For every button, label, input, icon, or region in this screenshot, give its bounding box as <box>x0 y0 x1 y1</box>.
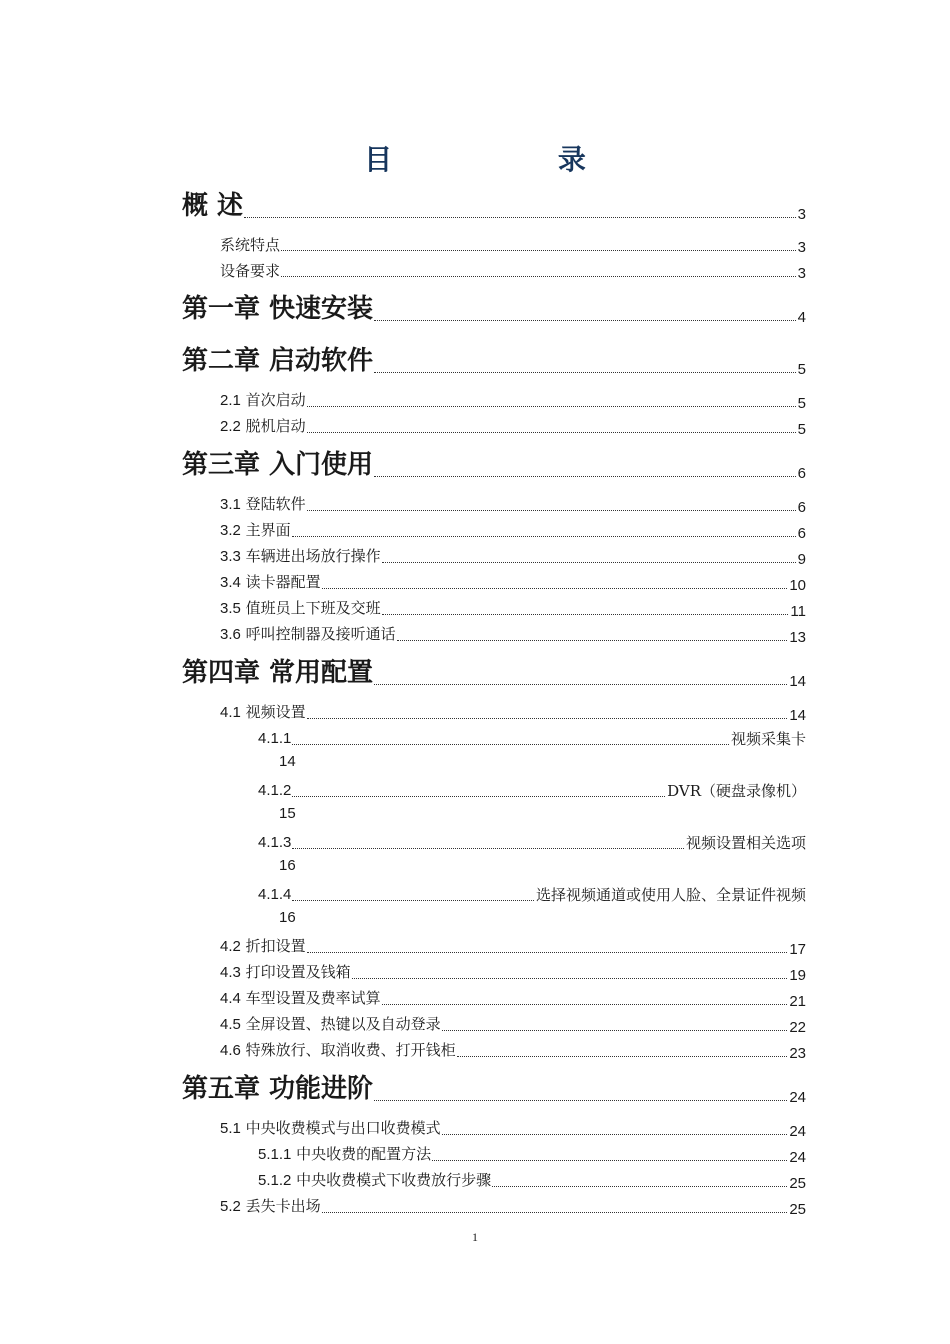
toc-entry[interactable] <box>220 414 806 438</box>
toc-page: 6 <box>797 465 806 482</box>
toc-page: 25 <box>789 1201 806 1218</box>
toc-number: 4.1.1 <box>258 730 292 747</box>
toc-label: 中央收费模式下收费放行步骤 <box>296 1171 492 1189</box>
toc-number: 4.1.2 <box>258 782 292 799</box>
toc-number: 3.2 <box>220 522 241 539</box>
toc-page: 14 <box>789 673 806 690</box>
toc-page: 6 <box>797 525 806 542</box>
toc-leader <box>281 250 796 251</box>
toc-page: 17 <box>789 941 806 958</box>
toc-page: 9 <box>797 551 806 568</box>
toc-entry[interactable] <box>220 1038 806 1062</box>
toc-label: 主界面 <box>245 521 291 539</box>
toc-page: 6 <box>797 499 806 516</box>
toc-entry-chapter-4[interactable] <box>182 656 806 690</box>
toc-number: 4.1.4 <box>258 886 292 903</box>
toc-leader <box>307 510 796 511</box>
toc-label: 第一章 快速安装 <box>182 294 374 324</box>
toc-number: 4.1.3 <box>258 834 292 851</box>
toc-page: 24 <box>789 1089 806 1106</box>
toc-entry[interactable] <box>258 1142 806 1166</box>
toc-entry-overview[interactable] <box>182 189 806 223</box>
toc-label: 第三章 入门使用 <box>182 450 374 480</box>
toc-entry[interactable] <box>220 622 806 646</box>
toc-number: 2.1 <box>220 392 241 409</box>
toc-label: 中央收费模式与出口收费模式 <box>245 1119 441 1137</box>
toc-entry[interactable] <box>220 518 806 542</box>
toc-number: 3.3 <box>220 548 241 565</box>
toc-entry[interactable] <box>220 596 806 620</box>
toc-number: 4.6 <box>220 1042 241 1059</box>
toc-leader <box>442 1030 788 1031</box>
toc-entry[interactable] <box>220 544 806 568</box>
toc-label: 车型设置及费率试算 <box>245 989 381 1007</box>
toc-leader <box>281 276 796 277</box>
toc-entry-chapter-1[interactable] <box>182 292 806 326</box>
toc-leader <box>307 718 788 719</box>
toc-label: 选择视频通道或使用人脸、全景证件视频 <box>535 886 806 904</box>
toc-entry[interactable] <box>220 1194 806 1218</box>
toc-leader <box>374 476 796 477</box>
toc-page: 3 <box>797 239 806 256</box>
toc-page: 24 <box>789 1149 806 1166</box>
toc-label: 呼叫控制器及接听通话 <box>245 625 396 643</box>
toc-entry[interactable] <box>220 700 806 724</box>
toc-entry-wrapped[interactable] <box>258 778 806 802</box>
toc-number: 4.1 <box>220 704 241 721</box>
toc-entry[interactable] <box>220 1012 806 1036</box>
toc-entry[interactable] <box>220 492 806 516</box>
toc-page: 25 <box>789 1175 806 1192</box>
toc-leader <box>292 796 665 797</box>
toc-page: 15 <box>279 805 296 822</box>
toc-entry[interactable] <box>220 986 806 1010</box>
toc-entry-wrapped[interactable] <box>258 726 806 750</box>
toc-page: 10 <box>789 577 806 594</box>
toc-leader <box>244 217 796 218</box>
toc-entry-chapter-3[interactable] <box>182 448 806 482</box>
toc-number: 2.2 <box>220 418 241 435</box>
toc-number: 4.4 <box>220 990 241 1007</box>
toc-label: 设备要求 <box>220 262 281 280</box>
toc-entry[interactable] <box>220 960 806 984</box>
toc-label: 视频设置 <box>245 703 306 721</box>
toc-leader <box>397 640 788 641</box>
toc-leader <box>382 562 796 563</box>
toc-page: 13 <box>789 629 806 646</box>
toc-entry-chapter-5[interactable] <box>182 1072 806 1106</box>
toc-leader <box>322 588 788 589</box>
toc-label: 第四章 常用配置 <box>182 658 374 688</box>
toc-title: 目 录 <box>364 143 664 176</box>
toc-leader <box>382 1004 788 1005</box>
toc-leader <box>492 1186 787 1187</box>
toc-entry-wrapped[interactable] <box>258 830 806 854</box>
toc-number: 5.1.1 <box>258 1146 292 1163</box>
toc-entry-chapter-2[interactable] <box>182 344 806 378</box>
toc-page: 4 <box>797 309 806 326</box>
toc-leader <box>382 614 789 615</box>
toc-number: 4.3 <box>220 964 241 981</box>
toc-entry-wrapped[interactable] <box>258 882 806 906</box>
toc-leader <box>374 320 796 321</box>
toc-label: 特殊放行、取消收费、打开钱柜 <box>245 1041 456 1059</box>
toc-leader <box>374 1100 787 1101</box>
toc-leader <box>442 1134 788 1135</box>
toc-page: 16 <box>279 857 296 874</box>
toc-leader <box>352 978 788 979</box>
toc-label: 视频设置相关选项 <box>685 834 806 852</box>
toc-page: 5 <box>797 421 806 438</box>
toc-number: 3.6 <box>220 626 241 643</box>
toc-label: 第五章 功能进阶 <box>182 1074 374 1104</box>
toc-page: 14 <box>279 753 296 770</box>
toc-number: 4.2 <box>220 938 241 955</box>
toc-page: 3 <box>797 265 806 282</box>
toc-page: 19 <box>789 967 806 984</box>
toc-leader <box>307 406 796 407</box>
toc-number: 4.5 <box>220 1016 241 1033</box>
toc-page: 21 <box>789 993 806 1010</box>
toc-number: 3.4 <box>220 574 241 591</box>
toc-entry[interactable] <box>220 1116 806 1140</box>
toc-entry[interactable] <box>220 570 806 594</box>
toc-number: 5.2 <box>220 1198 241 1215</box>
toc-entry[interactable] <box>258 1168 806 1192</box>
toc-page: 3 <box>797 206 806 223</box>
toc-page: 14 <box>789 707 806 724</box>
toc-label: 车辆进出场放行操作 <box>245 547 381 565</box>
toc-leader <box>457 1056 788 1057</box>
toc-entry[interactable] <box>220 388 806 412</box>
toc-label: 读卡器配置 <box>245 573 321 591</box>
toc-leader <box>307 432 796 433</box>
toc-page: 11 <box>790 603 806 620</box>
toc-number: 5.1.2 <box>258 1172 292 1189</box>
toc-number: 3.1 <box>220 496 241 513</box>
toc-label: 中央收费的配置方法 <box>296 1145 432 1163</box>
page-number: 1 <box>472 1230 478 1244</box>
toc-leader <box>292 848 684 849</box>
toc-entry[interactable] <box>220 258 806 282</box>
toc-page: 22 <box>789 1019 806 1036</box>
toc-leader <box>322 1212 788 1213</box>
toc-page: 23 <box>789 1045 806 1062</box>
toc-label: 脱机启动 <box>245 417 306 435</box>
toc-label: 打印设置及钱箱 <box>245 963 351 981</box>
toc-label: 系统特点 <box>220 236 281 254</box>
toc-entry[interactable] <box>220 232 806 256</box>
toc-page: 16 <box>279 909 296 926</box>
toc-label: 丢失卡出场 <box>245 1197 321 1215</box>
toc-leader <box>307 952 788 953</box>
toc-leader <box>292 536 796 537</box>
toc-entry[interactable] <box>220 934 806 958</box>
toc-label: 折扣设置 <box>245 937 306 955</box>
toc-label: 第二章 启动软件 <box>182 346 374 376</box>
toc-leader <box>374 684 787 685</box>
toc-page: 24 <box>789 1123 806 1140</box>
toc-leader <box>292 900 534 901</box>
toc-label: 视频采集卡 <box>730 730 806 748</box>
toc-label: 全屏设置、热键以及自动登录 <box>245 1015 441 1033</box>
toc-leader <box>432 1160 787 1161</box>
toc-number: 5.1 <box>220 1120 241 1137</box>
toc-leader <box>374 372 796 373</box>
toc-number: 3.5 <box>220 600 241 617</box>
toc-label: DVR（硬盘录像机） <box>667 782 806 800</box>
toc-page: 5 <box>797 395 806 412</box>
toc-label: 登陆软件 <box>245 495 306 513</box>
toc-label: 值班员上下班及交班 <box>245 599 381 617</box>
toc-page: 5 <box>797 361 806 378</box>
toc-label: 首次启动 <box>245 391 306 409</box>
toc-leader <box>292 744 729 745</box>
toc-label: 概 述 <box>182 191 244 221</box>
